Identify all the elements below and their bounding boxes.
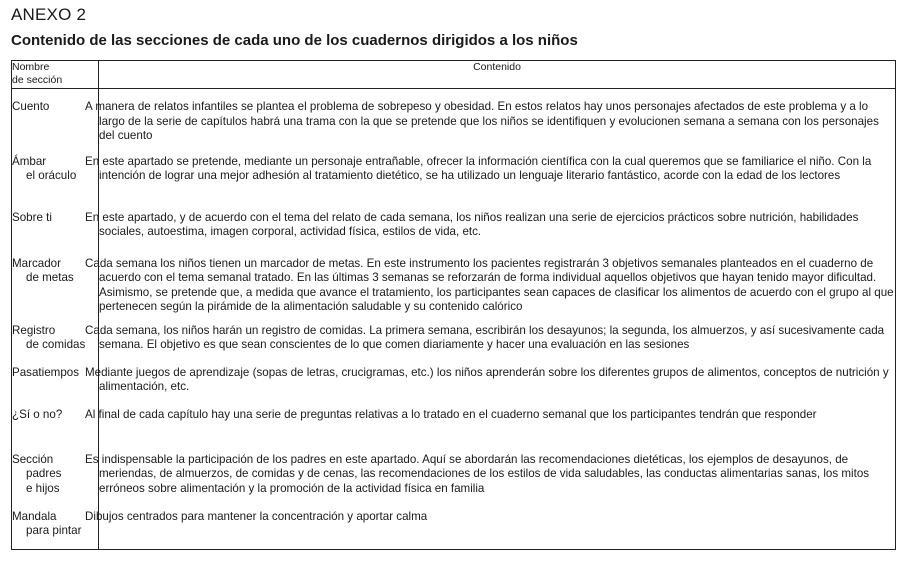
section-name: Mandala [12, 509, 57, 523]
section-name: Pasatiempos [12, 365, 80, 379]
column-header-name-line1: Nombre [12, 61, 50, 73]
column-header-content: Contenido [99, 61, 896, 89]
table-row [12, 315, 896, 357]
table-row [12, 146, 896, 202]
section-name: Registro [12, 323, 56, 337]
section-name-cont: de comidas [26, 338, 86, 351]
section-content: Es indispensable la participación de los padres en este apartado. Aquí se abordarán las recomendaciones dietéticas, los ejemplos de desayunos, de meriendas, de almuerzos, de comidas y de cenas, las recomendaciones de los estilos de vida saludables, las conductas alimentarias sanas, los mitos erróneos sobre alimentación y la promoción de la actividad física en familia [85, 452, 870, 495]
table-row [12, 89, 896, 146]
table-row [12, 501, 896, 550]
section-name-cont: de metas [26, 271, 74, 284]
section-name: Sobre ti [12, 210, 52, 224]
table-header-row [12, 61, 896, 89]
section-name-cont: para pintar [26, 524, 82, 537]
column-header-name-line2: de sección [12, 74, 63, 86]
section-name: Cuento [12, 100, 50, 113]
section-content: Mediante juegos de aprendizaje (sopas de letras, crucigramas, etc.) los niños aprenderán sobre los diferentes grupos de alimentos, conceptos de nutrición y alimentación, etc. [85, 365, 889, 393]
section-name-cont: padres [26, 467, 62, 480]
section-content: Dibujos centrados para mantener la concentración y aportar calma [85, 509, 428, 523]
section-content: En este apartado se pretende, mediante un personaje entrañable, ofrecer la información científica con la cual queremos que se familiarice el niño. Con la intención de lograr una mejor adhesión al tratamiento dietético, se ha utilizado un lenguaje literario fantástico, acorde con la edad de los lectores [85, 154, 872, 182]
section-name: Marcador [12, 256, 61, 270]
section-content: Al final de cada capítulo hay una serie de preguntas relativas a lo tratado en el cuaderno semanal que los participantes tendrán que responder [85, 407, 817, 421]
section-name-cont: el oráculo [26, 169, 77, 182]
section-name-cell [12, 146, 99, 202]
annex-label: ANEXO 2 [11, 5, 87, 24]
sections-table [11, 60, 896, 550]
table-title: Contenido de las secciones de cada uno de los cuadernos dirigidos a los niños [11, 32, 578, 49]
table-row [12, 444, 896, 501]
table-row [12, 248, 896, 315]
section-content: Cada semana los niños tienen un marcador de metas. En este instrumento los pacientes registrarán 3 objetivos semanales planteados en el cuaderno de acuerdo con el tema semanal tratado. En las últimas 3 semanas se reforzarán de forma individual aquellos objetivos que hayan tenido mayor dificultad. Asimismo, se pretende que, a medida que avance el tratamiento, los participantes sean capaces de clasificar los alimentos de acuerdo con el grupo al que pertenecen según la pirámide de la alimentación saludable y su contenido calórico [85, 256, 894, 313]
section-name: Ámbar [12, 154, 47, 168]
table-row [12, 357, 896, 399]
section-name-cell [12, 501, 99, 550]
table-row [12, 202, 896, 248]
section-content: A manera de relatos infantiles se plantea el problema de sobrepeso y obesidad. En estos relatos hay unos personajes afectados de este problema y a lo largo de la serie de capítulos habrá una trama con la que se pretende que los niños se identifiquen y evolucionen semana a semana con los personajes del cuento [85, 100, 879, 142]
section-name-cell [12, 89, 99, 146]
table-row [12, 399, 896, 444]
section-content: Cada semana, los niños harán un registro de comidas. La primera semana, escribirán los desayunos; la segunda, los almuerzos, y así sucesivamente cada semana. El objetivo es que sean conscientes de lo que comen diariamente y hacer una evaluación en las sesiones [85, 323, 885, 351]
section-name: Sección [12, 452, 54, 466]
section-name-cont: e hijos [26, 481, 60, 495]
section-name: ¿Sí o no? [12, 407, 63, 421]
section-content: En este apartado, y de acuerdo con el tema del relato de cada semana, los niños realizan una serie de ejercicios prácticos sobre nutrición, habilidades sociales, autoestima, imagen corporal, actividad física, estilos de vida, etc. [85, 210, 859, 238]
column-header-name [12, 61, 99, 89]
